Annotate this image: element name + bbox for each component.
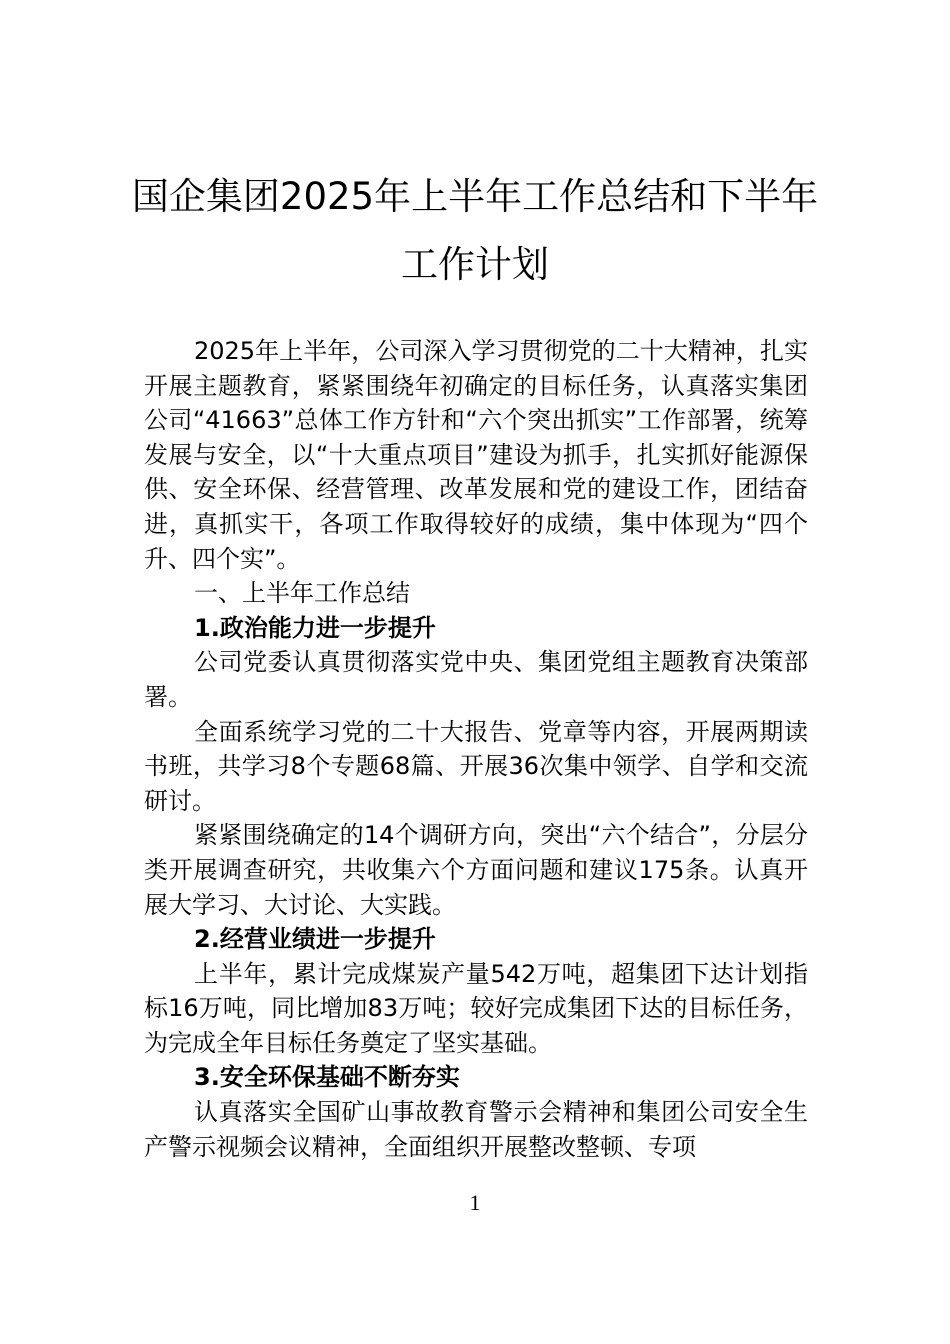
paragraph-business: 上半年，累计完成煤炭产量542万吨，超集团下达计划指标16万吨，同比增加83万吨；较好完成集团下达的目标任务，为完成全年目标任务奠定了坚实基础。 <box>144 959 808 1057</box>
paragraph-safety: 认真落实全国矿山事故教育警示会精神和集团公司安全生产警示视频会议精神，全面组织开展整改整顿、专项 <box>144 1098 808 1161</box>
paragraph-political-2: 全面系统学习党的二十大报告、党章等内容，开展两期读书班，共学习8个专题68篇、开展36次集中领学、自学和交流研讨。 <box>144 717 808 815</box>
document-body <box>144 334 808 1164</box>
document-title-line-1: 国企集团2025年上半年工作总结和下半年 <box>131 175 819 218</box>
subheading-business: 2.经营业绩进一步提升 <box>194 925 436 954</box>
paragraph-political-1: 公司党委认真贯彻落实党中央、集团党组主题教育决策部署。 <box>144 648 808 711</box>
paragraph-intro: 2025年上半年，公司深入学习贯彻党的二十大精神，扎实开展主题教育，紧紧围绕年初确定的目标任务，认真落实集团公司“41663”总体工作方针和“六个突出抓实”工作部署，统筹发展与安全，以“十大重点项目”建设为抓手，扎实抓好能源保供、安全环保、经营管理、改革发展和党的建设工作，团结奋进，真抓实干，各项工作取得较好的成绩，集中体现为“四个升、四个实”。 <box>144 337 808 573</box>
section-heading-1: 一、上半年工作总结 <box>194 579 410 608</box>
subheading-safety: 3.安全环保基础不断夯实 <box>194 1063 460 1092</box>
paragraph-political-3: 紧紧围绕确定的14个调研方向，突出“六个结合”，分层分类开展调查研究，共收集六个方面问题和建议175条。认真开展大学习、大讨论、大实践。 <box>144 821 808 919</box>
subheading-political: 1.政治能力进一步提升 <box>194 613 436 642</box>
page-number: 1 <box>469 1190 481 1215</box>
document-title-line-2: 工作计划 <box>401 243 549 286</box>
